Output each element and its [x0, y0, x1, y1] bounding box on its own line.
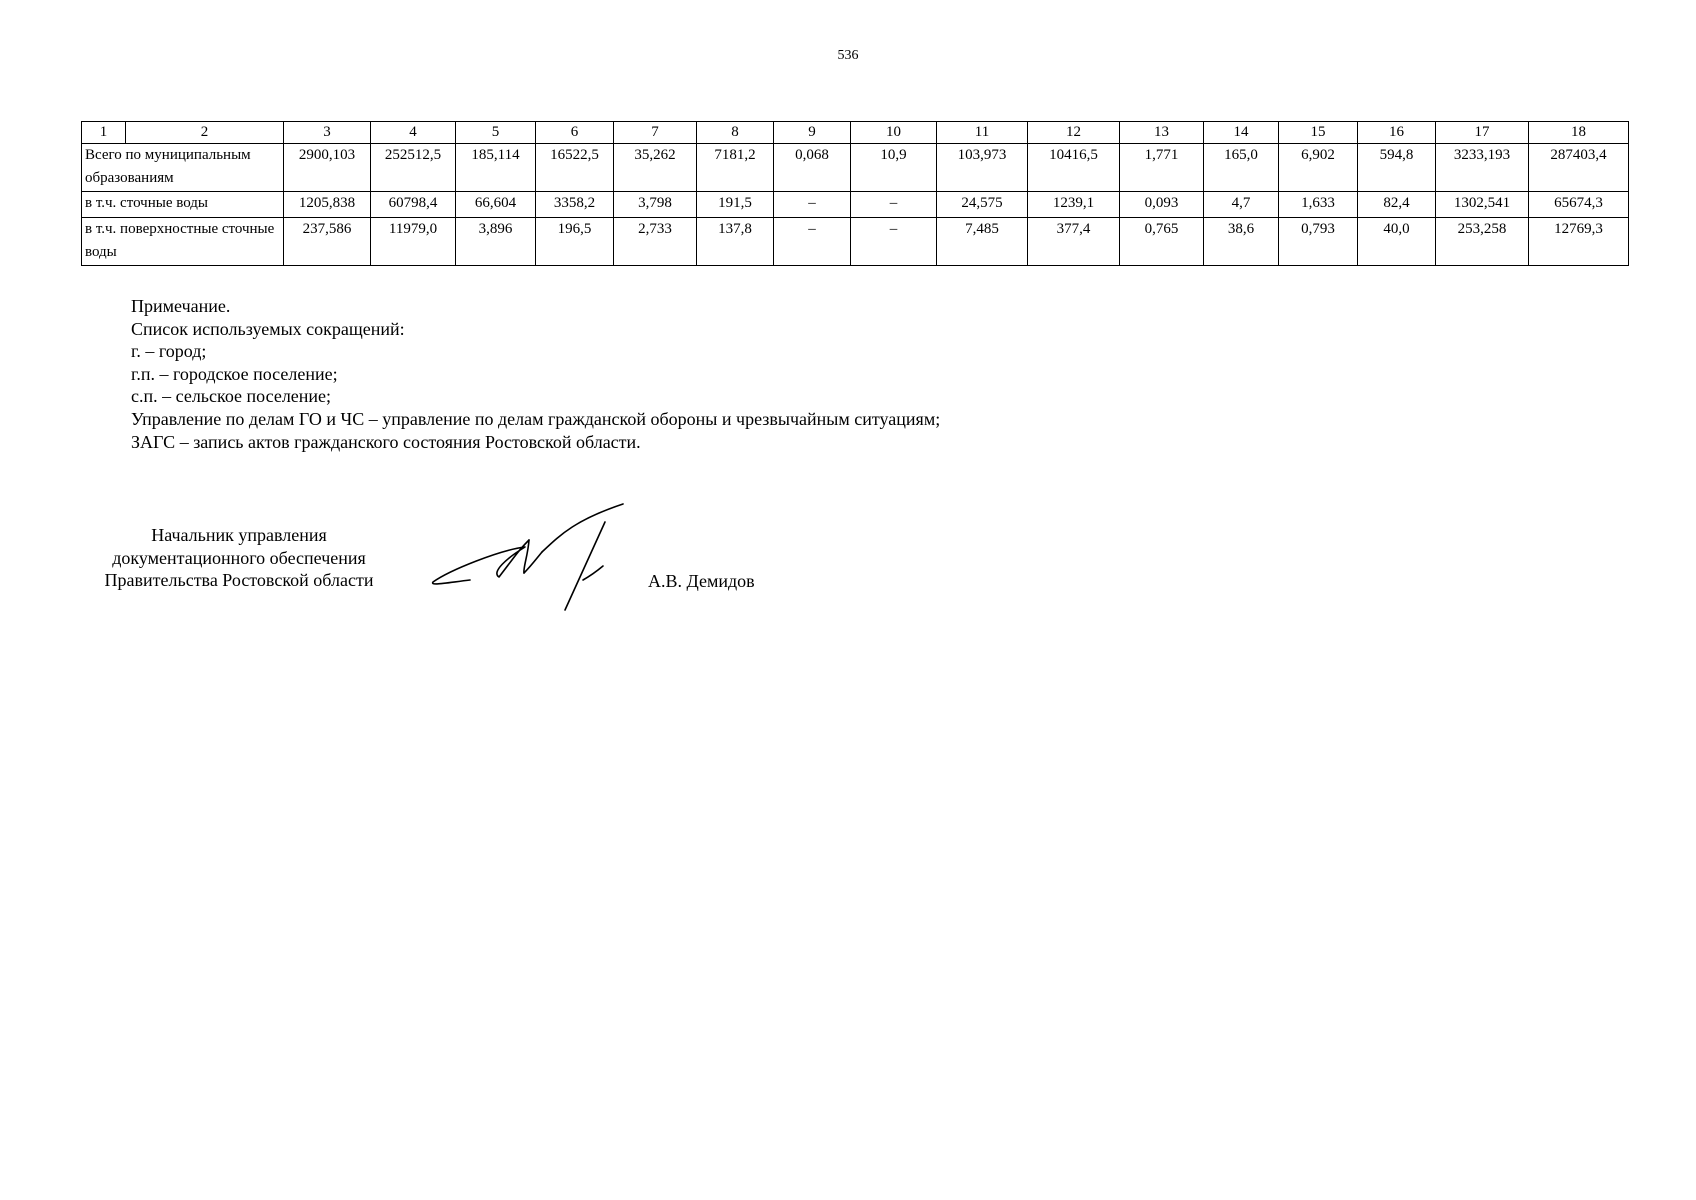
signer-position [80, 524, 398, 592]
table-cell: 7,485 [937, 218, 1028, 266]
table-cell: 40,0 [1358, 218, 1436, 266]
table-cell: 137,8 [697, 218, 774, 266]
table-cell: 196,5 [536, 218, 614, 266]
table-cell: 1205,838 [284, 192, 371, 218]
table-header-row [82, 122, 1629, 144]
column-header: 4 [371, 122, 456, 144]
column-header: 2 [126, 122, 284, 144]
signer-name: А.В. Демидов [648, 571, 755, 591]
table-row [82, 218, 1629, 266]
table-cell: 594,8 [1358, 144, 1436, 192]
table-cell: 0,093 [1120, 192, 1204, 218]
table-cell: 65674,3 [1529, 192, 1629, 218]
table-cell: 0,765 [1120, 218, 1204, 266]
table-cell: 10416,5 [1028, 144, 1120, 192]
table-cell: 185,114 [456, 144, 536, 192]
table-cell: 2900,103 [284, 144, 371, 192]
table-cell: 38,6 [1204, 218, 1279, 266]
table-cell: 3,798 [614, 192, 697, 218]
column-header: 13 [1120, 122, 1204, 144]
notes-line: с.п. – сельское поселение; [131, 386, 332, 407]
handwritten-signature [425, 500, 635, 620]
column-header: 12 [1028, 122, 1120, 144]
page-number: 536 [837, 48, 859, 63]
column-header: 16 [1358, 122, 1436, 144]
notes-line: г. – город; [131, 341, 207, 362]
column-header: 10 [851, 122, 937, 144]
notes-title: Примечание. [131, 296, 231, 316]
column-header: 14 [1204, 122, 1279, 144]
notes-line: Список используемых сокращений: [131, 318, 405, 339]
table-cell: 66,604 [456, 192, 536, 218]
table-cell: – [774, 218, 851, 266]
column-header: 5 [456, 122, 536, 144]
table-cell: 0,068 [774, 144, 851, 192]
column-header: 17 [1436, 122, 1529, 144]
notes-line: г.п. – городское поселение; [131, 363, 338, 384]
table-cell: 3,896 [456, 218, 536, 266]
row-label: в т.ч. поверхностные сточные воды [82, 218, 284, 266]
notes-section [131, 295, 940, 453]
column-header: 8 [697, 122, 774, 144]
notes-line: Управление по делам ГО и ЧС – управление по делам гражданской обороны и чрезвычайным ситуациям; [131, 408, 941, 429]
table-cell: 103,973 [937, 144, 1028, 192]
column-header: 18 [1529, 122, 1629, 144]
column-header: 15 [1279, 122, 1358, 144]
table-cell: – [851, 218, 937, 266]
table-cell: – [774, 192, 851, 218]
table-cell: 7181,2 [697, 144, 774, 192]
signer-position-line: Начальник управления [151, 525, 327, 545]
column-header: 3 [284, 122, 371, 144]
table-cell: 1,633 [1279, 192, 1358, 218]
table-cell: 1,771 [1120, 144, 1204, 192]
column-header: 11 [937, 122, 1028, 144]
signer-position-line: документационного обеспечения [112, 547, 366, 568]
table-cell: 191,5 [697, 192, 774, 218]
table-cell: 377,4 [1028, 218, 1120, 266]
table-cell: 0,793 [1279, 218, 1358, 266]
table-cell: 6,902 [1279, 144, 1358, 192]
table-row [82, 144, 1629, 192]
table-cell: 11979,0 [371, 218, 456, 266]
table-cell: 4,7 [1204, 192, 1279, 218]
table-cell: 35,262 [614, 144, 697, 192]
column-header: 6 [536, 122, 614, 144]
table-cell: 10,9 [851, 144, 937, 192]
table-cell: 252512,5 [371, 144, 456, 192]
column-header: 9 [774, 122, 851, 144]
data-table [81, 121, 1629, 266]
table-cell: 60798,4 [371, 192, 456, 218]
table-row [82, 192, 1629, 218]
notes-line: ЗАГС – запись актов гражданского состояния Ростовской области. [131, 431, 641, 452]
table-cell: 287403,4 [1529, 144, 1629, 192]
table-cell: 3358,2 [536, 192, 614, 218]
table-cell: 16522,5 [536, 144, 614, 192]
table-cell: 253,258 [1436, 218, 1529, 266]
table-cell: 1302,541 [1436, 192, 1529, 218]
row-label: Всего по муниципальным образованиям [82, 144, 284, 192]
table-cell: 165,0 [1204, 144, 1279, 192]
table-cell: 2,733 [614, 218, 697, 266]
row-label: в т.ч. сточные воды [82, 192, 284, 218]
table-cell: 82,4 [1358, 192, 1436, 218]
table-cell: 1239,1 [1028, 192, 1120, 218]
column-header: 1 [82, 122, 126, 144]
signer-position-line: Правительства Ростовской области [104, 570, 374, 591]
table-cell: 237,586 [284, 218, 371, 266]
table-cell: 12769,3 [1529, 218, 1629, 266]
table-cell: 3233,193 [1436, 144, 1529, 192]
column-header: 7 [614, 122, 697, 144]
table-cell: 24,575 [937, 192, 1028, 218]
table-cell: – [851, 192, 937, 218]
